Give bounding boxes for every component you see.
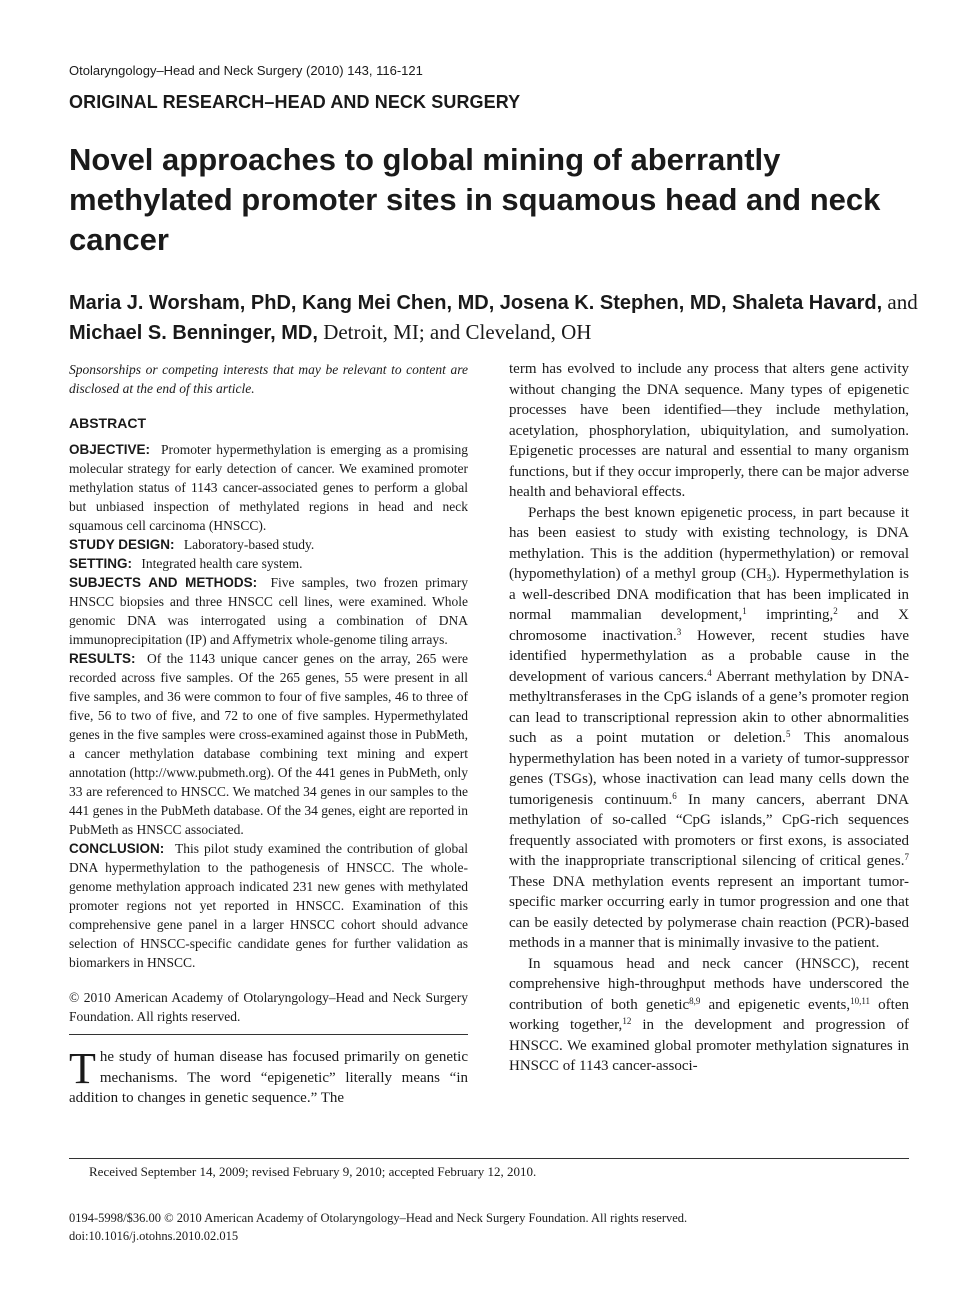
setting-text: Integrated health care system. <box>141 556 303 571</box>
citation-ref[interactable]: 3 <box>676 626 682 637</box>
abstract-conclusion <box>69 839 468 972</box>
citation-ref[interactable]: 10,11 <box>850 995 871 1006</box>
intro-text: he study of human disease has focused primarily on genetic mechanisms. The word “epigenetic” literally means “in addition to changes in genetic sequence.” The <box>69 1049 468 1106</box>
citation-ref[interactable]: 5 <box>785 729 791 739</box>
abstract-setting <box>69 554 468 573</box>
author-location: Detroit, MI; and Cleveland, OH <box>323 320 592 344</box>
footer-divider <box>69 1158 909 1159</box>
author-list <box>69 288 929 348</box>
subjects-text: Five samples, two frozen primary HNSCC biopsies and three HNSCC cell lines, were examined. Whole genomic DNA was interrogated using a combination of DNA immunoprecipitation (IP) and Affymetrix whole-genome tiling arrays. <box>69 575 469 647</box>
abstract-heading: ABSTRACT <box>69 415 146 431</box>
received-dates: Received September 14, 2009; revised February 9, 2010; accepted February 12, 2010. <box>89 1164 537 1179</box>
body-paragraph-1: term has evolved to include any process that alters gene activity without changing the DNA sequence. Many types of epigenetic processes have been identified—they include methylation, acetylation, phosphorylation, ubiquitylation, and sumolyation. Epigenetic processes are natural and essential to many organism functions, but if they occur improperly, there can be major adverse health and behavioral effects. <box>509 361 909 500</box>
journal-citation: Otolaryngology–Head and Neck Surgery (2010) 143, 116-121 <box>69 63 423 78</box>
authors-group-1: Maria J. Worsham, PhD, Kang Mei Chen, MD, Josena K. Stephen, MD, Shaleta Havard, <box>69 292 883 314</box>
body-paragraph-3: In squamous head and neck cancer (HNSCC), recent comprehensive high-throughput methods have underscored the contribution of both genetic$^{8,9}$ and epigenetic events,$^{10,11}$ often working together,$^{12}$ in the development and progression of HNSCC. We examined global promoter methylation signatures in HNSCC of 1143 cancer-associ- <box>509 955 909 1074</box>
abstract-copyright: © 2010 American Academy of Otolaryngology–Head and Neck Surgery Foundation. All rights reserved. <box>69 990 468 1024</box>
abstract-objective <box>69 440 468 535</box>
abstract-body <box>69 440 468 972</box>
authors-and: and <box>887 290 918 314</box>
design-text: Laboratory-based study. <box>183 537 315 552</box>
citation-ref[interactable]: 6 <box>672 790 677 801</box>
article-title: Novel approaches to global mining of aberrantly methylated promoter sites in squamous head and neck cancer <box>69 142 881 257</box>
abstract-divider <box>69 1034 468 1035</box>
results-text-2: ). Of the 441 genes in PubMeth, only 33 are referenced to HNSCC. We matched 34 genes in our samples to the 441 genes in the PubMeth database. Of the 34 genes, eight are reported in PubMeth as HNSCC associated. <box>69 765 469 837</box>
citation-ref[interactable]: 4 <box>707 667 712 678</box>
citation-ref[interactable]: 7 <box>904 852 909 862</box>
doi: doi:10.1016/j.otohns.2010.02.015 <box>69 1229 239 1243</box>
citation-ref[interactable]: 8,9 <box>689 995 701 1006</box>
issn-copyright: 0194-5998/$36.00 © 2010 American Academy of Otolaryngology–Head and Neck Surgery Foundation. All rights reserved. <box>69 1211 688 1225</box>
objective-text: Promoter hypermethylation is emerging as a promising molecular strategy for early detection of cancer. We examined promoter methylation status of 1143 cancer-associated genes to perform a global but unbiased inspection of methylated regions in head and neck squamous cell carcinoma (HNSCC). <box>69 442 468 533</box>
citation-ref[interactable]: 1 <box>742 606 747 616</box>
abstract-design <box>69 535 468 554</box>
results-label: RESULTS: <box>69 651 136 666</box>
objective-label: OBJECTIVE: <box>69 442 151 457</box>
left-column <box>69 360 468 1109</box>
intro-paragraph <box>69 1044 468 1109</box>
subjects-label: SUBJECTS AND METHODS: <box>69 575 258 590</box>
pubmeth-link[interactable]: http://www.pubmeth.org <box>134 765 267 780</box>
conclusion-text: This pilot study examined the contribution of global DNA hypermethylation to the pathogenesis of HNSCC. The whole-genome methylation approach indicated 231 new genes with methylated promoter regions not yet reported in HNSCC. Examination of this comprehensive gene panel in a larger HNSCC cohort should advance selection of HNSCC-specific candidate genes for further validation as biomarkers in HNSCC. <box>69 841 468 970</box>
setting-label: SETTING: <box>69 556 132 571</box>
citation-ref[interactable]: 12 <box>622 1016 632 1026</box>
abstract-subjects <box>69 573 468 649</box>
drop-cap: T <box>69 1044 96 1093</box>
body-paragraph-2: Perhaps the best known epigenetic process, in part because it has been easiest to study with existing technology, is DNA methylation. This is the addition (hypermethylation) or removal (hypomethylation) of a methyl group $(CH_3)$. Hypermethylation is a well-described DNA modification that has been implicated in normal mammalian development,$^1$ imprinting,$^2$ and X chromosome inactivation.$^3$ However, recent studies have identified hypermethylation as a probable cause in the development of various cancers.$^4$ Aberrant methylation by DNA-methyltransferases in the CpG islands of a gene’s promoter region can lead to transcriptional repression akin to other abnormalities such as a point mutation or deletion.$^5$ This anomalous hypermethylation has been noted in a variety of tumor-suppressor genes (TSGs), whose inactivation can lead many cells down the tumorigenesis continuum.$^6$ In many cancers, aberrant DNA methylation of so-called “CpG islands,” CpG-rich sequences frequently associated with promoters or first exons, is associated with the inappropriate transcriptional silencing of critical genes.$^7$ These DNA methylation events represent an important tumor-specific marker occurring early in tumor progression and one that can be easily detected by polymerase chain reaction (PCR)-based methods in a manner that is minimally invasive to the patient. <box>509 504 910 951</box>
section-heading: ORIGINAL RESEARCH–HEAD AND NECK SURGERY <box>69 92 521 112</box>
results-text-1: Of the 1143 unique cancer genes on the array, 265 were recorded across five samples. Of the 265 genes, 55 were present in all five samples, and 36 were common to four of five samples, 46 to three of five, 56 to two of five, and 72 to one of five samples. Hypermethylated genes in the five samples were cross-examined against those in PubMeth, a cancer methylation database combining text mining and expert annotation ( <box>69 651 469 780</box>
sponsorship-note: Sponsorships or competing interests that may be relevant to content are disclosed at the end of this article. <box>69 362 468 396</box>
design-label: STUDY DESIGN: <box>69 537 175 552</box>
authors-group-2: Michael S. Benninger, MD, <box>69 322 318 344</box>
right-column <box>509 359 909 1077</box>
citation-ref[interactable]: 2 <box>833 606 838 616</box>
abstract-results <box>69 649 468 839</box>
conclusion-label: CONCLUSION: <box>69 841 165 856</box>
